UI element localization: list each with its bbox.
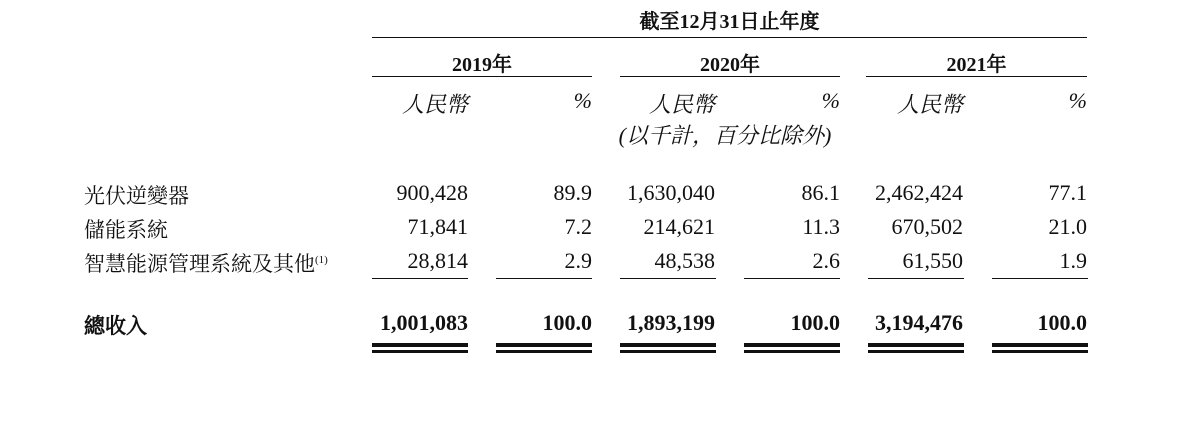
footnote-marker: (1) [315,254,328,266]
cell-2020-percent: 2.6 [812,248,840,273]
cell-2020-amount: 48,538 [654,248,715,273]
cell-2021-amount: 670,502 [891,214,963,239]
year-2021: 2021年 [946,54,1007,76]
subtotal-rule [496,278,592,279]
total-2020-amount: 1,893,199 [627,310,715,335]
total-double-rule [496,343,592,353]
year-rule-2019 [372,76,592,77]
total-2021-amount: 3,194,476 [875,310,963,335]
year-rule-2021 [866,76,1087,77]
total-2019-percent: 100.0 [542,310,592,335]
subtotal-rule [992,278,1088,279]
period-title: 截至12月31日止年度 [639,11,820,33]
year-2020: 2020年 [700,54,760,76]
total-2019-amount: 1,001,083 [380,310,468,335]
cell-2019-percent: 89.9 [553,180,592,205]
cell-2021-percent: 21.0 [1048,214,1087,239]
cell-2019-amount: 900,428 [396,180,468,205]
total-2021-percent: 100.0 [1037,310,1087,335]
cell-2019-percent: 2.9 [564,248,592,273]
cell-2021-amount: 61,550 [902,248,963,273]
cell-2020-percent: 86.1 [801,180,840,205]
subtotal-rule [868,278,964,279]
cell-2021-percent: 1.9 [1059,248,1087,273]
subtotal-rule [372,278,468,279]
cell-2020-percent: 11.3 [802,214,840,239]
cell-2019-amount: 71,841 [407,214,468,239]
total-double-rule [372,343,468,353]
cell-2019-amount: 28,814 [407,248,468,273]
unit-percent-2021: % [1068,88,1087,113]
total-2020-percent: 100.0 [790,310,840,335]
subtotal-rule [744,278,840,279]
unit-currency-2021: 人民幣 [896,92,963,117]
cell-2020-amount: 214,621 [643,214,715,239]
cell-2019-percent: 7.2 [564,214,592,239]
unit-currency-2020: 人民幣 [648,92,715,117]
unit-percent-2019: % [573,88,592,113]
cell-2021-amount: 2,462,424 [875,180,963,205]
year-rule-2020 [620,76,840,77]
cell-2021-percent: 77.1 [1048,180,1087,205]
total-double-rule [744,343,840,353]
total-label: 總收入 [84,314,147,338]
row-label-energy-storage: 儲能系統 [84,218,168,242]
total-double-rule [992,343,1088,353]
unit-percent-2020: % [821,88,840,113]
total-double-rule [868,343,964,353]
subtotal-rule [620,278,716,279]
unit-note: (以千計，百分比除外) [618,123,832,148]
total-double-rule [620,343,716,353]
unit-currency-2019: 人民幣 [401,92,468,117]
row-label-pv-inverters: 光伏逆變器 [84,184,189,208]
row-label-smart-energy [84,248,328,278]
cell-2020-amount: 1,630,040 [627,180,715,205]
header-rule [372,37,1087,38]
row-label-text: 智慧能源管理系統及其他 [84,252,315,276]
year-2019: 2019年 [452,54,512,76]
